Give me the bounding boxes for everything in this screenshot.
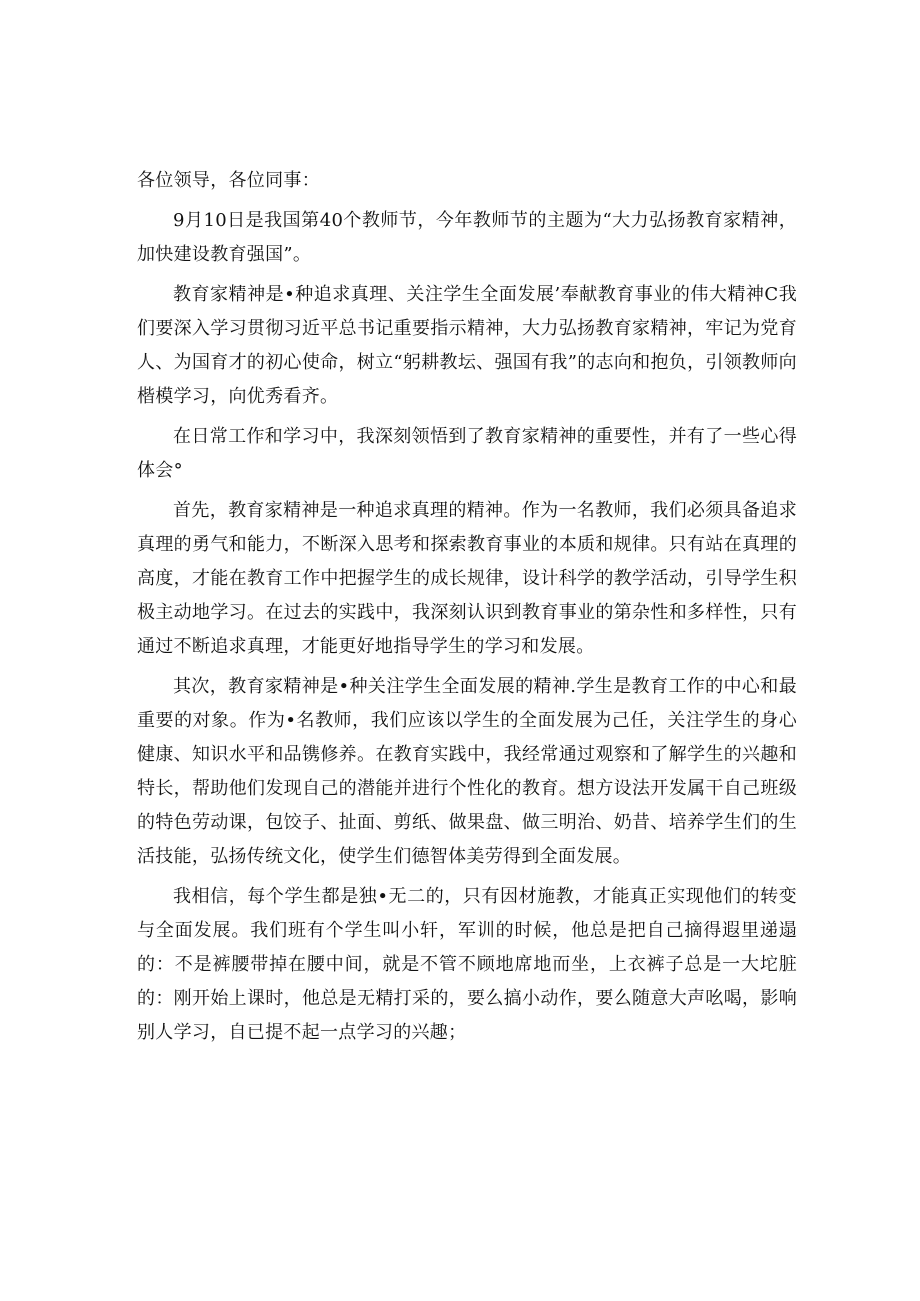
- document-body: [137, 164, 797, 1056]
- paragraph-experience-intro: 在日常工作和学习中，我深刻领悟到了教育家精神的重要性，并有了一些心得体会°: [137, 426, 797, 481]
- paragraph-student-story: 我相信，每个学生都是独•无二的，只有因材施教，才能真正实现他们的转变与全面发展。我们班有个学生叫小轩，军训的时候，他总是把自己摘得遐里递遢的：不是裤腰带掉在腰中间，就是不管不顾地席地而坐，上衣裤子总是一大坨脏的：刚开始上课时，他总是无精打采的，要么搞小动作，要么随意大声吆喝，影响别人学习，自已提不起一点学习的兴趣；: [137, 886, 797, 1043]
- paragraph-pursuit-of-truth: 首先，教育家精神是一种追求真理的精神。作为一名教师，我们必须具备追求真理的勇气和能力，不断深入思考和探索教育事业的本质和规律。只有站在真理的高度，才能在教育工作中把握学生的成长规律，设计科学的教学活动，引导学生积极主动地学习。在过去的实践中，我深刻认识到教育事业的第杂性和多样性，只有通过不断追求真理，才能更好地指导学生的学习和发展。: [137, 500, 797, 657]
- paragraph-teachers-day-theme: 9月10日是我国第40个教师节，今年教师节的主题为“大力弘扬教育家精神，加快建设教育强国”。: [137, 210, 797, 265]
- paragraph-student-development: 其次，教育家精神是•种关注学生全面发展的精神.学生是教育工作的中心和最重要的对象。作为•名教师，我们应该以学生的全面发展为己任，关注学生的身心健康、知识水平和品镌修养。在教育实践中，我经常通过观察和了解学生的兴趣和特长，帮助他们发现自己的潜能并进行个性化的教育。想方设法开发属干自己班级的特色劳动课，包饺子、扯面、剪纸、做果盘、做三明治、奶昔、培养学生们的生活技能，弘扬传统文化，使学生们德智体美劳得到全面发展。: [137, 676, 797, 867]
- salutation: 各位领导，各位同事：: [137, 170, 320, 191]
- paragraph-educator-spirit: 教育家精神是•种追求真理、关注学生全面发展’奉献教育事业的伟大精神C我们要深入学习贯彻习近平总书记重要指示精神，大力弘扬教育家精神，牢记为党育人、为国育才的初心使命，树立“躬耕教坛、强国有我”的志向和抱负，引领教师向楷模学习，向优秀看齐。: [137, 284, 797, 407]
